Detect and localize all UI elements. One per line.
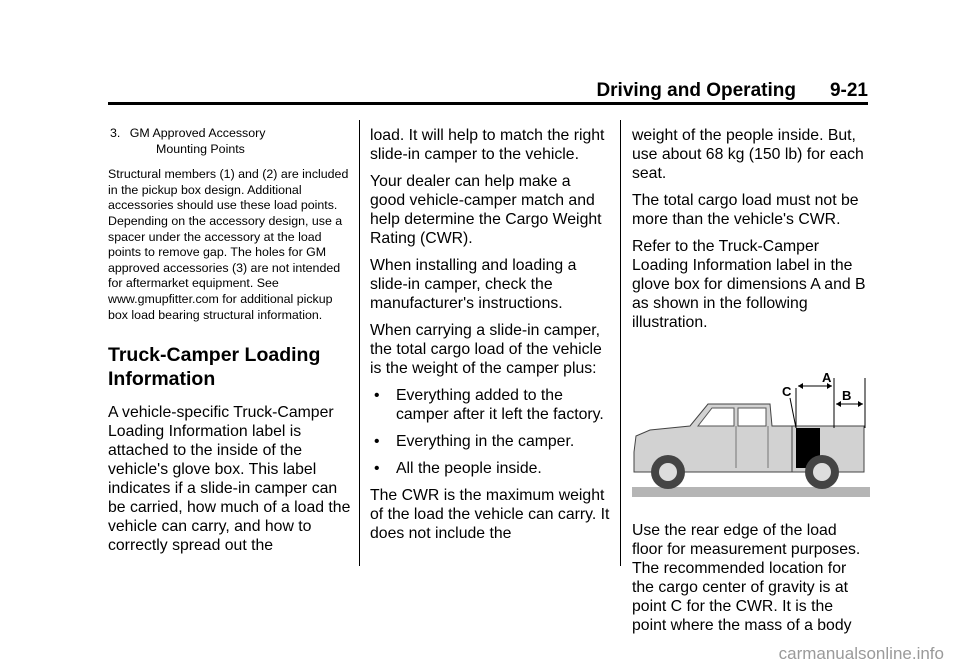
- column-left: [108, 126, 353, 563]
- paragraph: load. It will help to match the right slide-in camper to the vehicle.: [370, 127, 605, 163]
- label-a: A: [822, 370, 832, 385]
- paragraph: Use the rear edge of the load floor for measurement purposes. The recommended location for the cargo center of gravity is at point C for the CWR. It is the point where the mass of a body: [632, 522, 861, 634]
- bullet-item: [370, 386, 610, 424]
- bullet-text: All the people inside.: [396, 460, 542, 477]
- bullet-item: [370, 459, 610, 478]
- paragraph: Your dealer can help make a good vehicle-camper match and help determine the Cargo Weight Rating (CWR).: [370, 173, 602, 247]
- column-divider: [620, 120, 621, 566]
- bullet-text: Everything in the camper.: [396, 433, 575, 450]
- paragraph: The CWR is the maximum weight of the load the vehicle can carry. It does not include the: [370, 487, 610, 542]
- paragraph: weight of the people inside. But, use about 68 kg (150 lb) for each seat.: [632, 127, 864, 182]
- list-item-number: 3.: [110, 126, 121, 140]
- label-paragraph: A vehicle-specific Truck-Camper Loading Information label is attached to the inside of the vehicle's glove box. This label indicates if a slide-in camper can be carried, how much of a load the vehicle can carry, and how to correctly spread out the: [108, 404, 351, 555]
- page-header: [596, 80, 868, 102]
- paragraph: Refer to the Truck-Camper Loading Information label in the glove box for dimensions A and B as shown in the following illustration.: [632, 238, 866, 331]
- section-title: Driving and Operating: [596, 80, 796, 101]
- paragraph: The total cargo load must not be more than the vehicle's CWR.: [632, 192, 859, 228]
- rear-window: [738, 408, 766, 426]
- bullet-symbol: •: [374, 460, 380, 477]
- pointer-c: [790, 398, 796, 428]
- list-item: [108, 126, 353, 157]
- column-divider: [359, 120, 360, 566]
- bullet-item: [370, 432, 610, 451]
- column-right: [632, 126, 870, 643]
- bullet-text: Everything added to the camper after it left the factory.: [396, 387, 604, 423]
- column-middle: [370, 126, 610, 551]
- watermark: carmanualsonline.info: [778, 644, 944, 663]
- paragraph: When installing and loading a slide-in camper, check the manufacturer's instructions.: [370, 257, 577, 312]
- truck-camper-illustration: [632, 364, 870, 504]
- label-c: C: [782, 384, 792, 399]
- list-item-text-2: Mounting Points: [156, 141, 245, 156]
- paragraph: When carrying a slide-in camper, the total cargo load of the vehicle is the weight of the camper plus:: [370, 322, 602, 377]
- structural-paragraph: Structural members (1) and (2) are included in the pickup box design. Additional accessories should use these load points. Depending on the accessory design, use a spacer under the accessory at the load points to remove gap. The holes for GM approved accessories (3) are not intended for aftermarket equipment. See www.gmupfitter.com for additional pickup box load bearing structural information.: [108, 167, 349, 322]
- bullet-symbol: •: [374, 433, 380, 450]
- section-heading: Truck-Camper Loading Information: [108, 344, 321, 391]
- bullet-symbol: •: [374, 387, 380, 404]
- header-rule: [108, 102, 868, 105]
- list-item-text-1: GM Approved Accessory: [129, 126, 266, 140]
- label-b: B: [842, 388, 852, 403]
- page-number: 9-21: [829, 80, 868, 101]
